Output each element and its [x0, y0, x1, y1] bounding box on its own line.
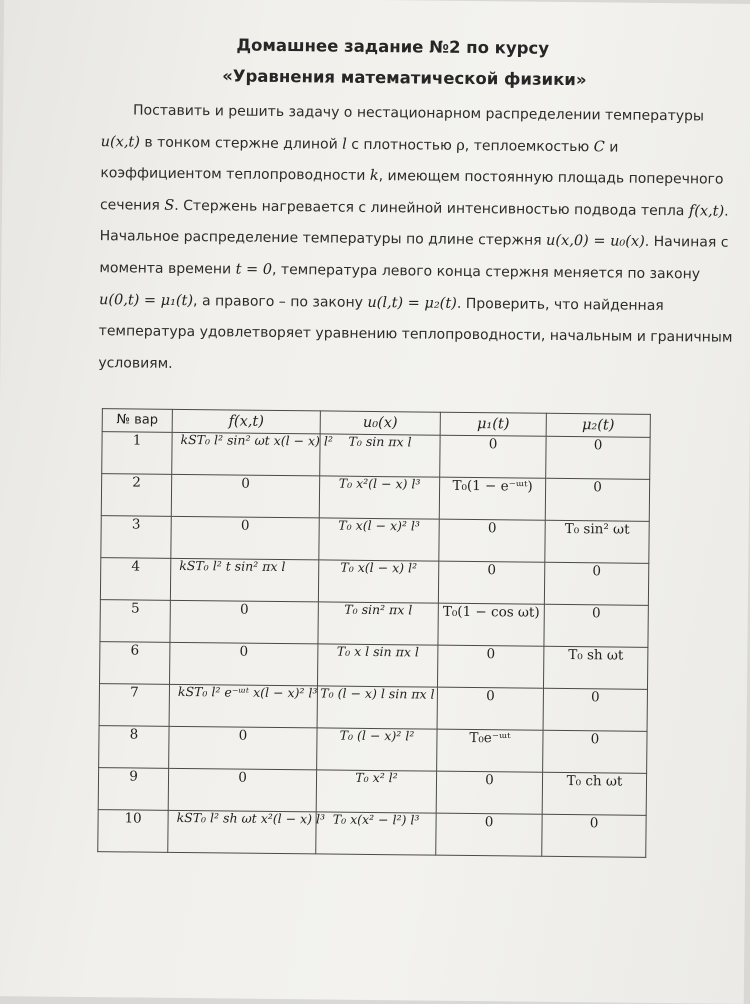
formula-part: T₀ [338, 475, 353, 491]
math-left-boundary: u(0,t) = μ₁(t) [98, 291, 194, 309]
formula-part: T₀ [320, 685, 334, 701]
text: сечения [99, 196, 165, 214]
cell-u0 [316, 812, 436, 855]
formula-part: l [414, 644, 419, 660]
text: , теплоемкостью [464, 137, 594, 155]
formula-part: l³ [315, 811, 326, 827]
document-title: Домашнее задание №2 по курсу [236, 35, 550, 58]
formula-part: t sin² [225, 558, 259, 574]
formula-part: T₀ sin² [344, 601, 386, 618]
table-row [100, 558, 648, 606]
formula-part: l³ [411, 476, 421, 492]
formula-part: kST₀ [179, 557, 209, 574]
formula-part: l² [405, 728, 415, 744]
cell-mu2: 0 [543, 688, 647, 731]
formula-part: l² [323, 433, 334, 449]
math-t-zero: t = 0 [235, 261, 273, 278]
table-row [101, 516, 649, 564]
variant-number: 10 [98, 810, 168, 853]
formula-part: l³ [410, 812, 420, 828]
math-k: k [369, 168, 379, 185]
cell-u0 [317, 686, 437, 729]
variant-number: 9 [98, 768, 168, 811]
text: Начальное распределение температуры по длине стержня [99, 228, 547, 250]
variant-number: 3 [101, 516, 171, 559]
table-row [99, 726, 647, 774]
cell-mu1: 0 [437, 645, 543, 688]
cell-mu1: 0 [437, 687, 543, 730]
formula-part: x(x² − l²) [350, 811, 407, 828]
formula-part: l² [213, 432, 224, 448]
formula-part: e⁻ᵚᵗ [224, 684, 250, 700]
problem-line-9: условиям. [98, 354, 173, 372]
cell-f [172, 431, 334, 476]
formula-part: kST₀ [176, 809, 207, 826]
cell-f: 0 [170, 642, 318, 686]
formula-part: l² [212, 558, 222, 574]
cell-mu1: 0 [436, 813, 542, 856]
cell-f [169, 684, 317, 728]
cell-mu2: T₀ ch ωt [542, 772, 646, 815]
cell-f [170, 558, 318, 602]
formula-part: T₀ sin [348, 433, 385, 450]
math-f-xt: f(x,t) [688, 203, 725, 220]
cell-u0 [318, 644, 438, 687]
cell-mu1: 0 [438, 561, 544, 604]
formula-part: x(l − x)² [355, 517, 408, 534]
cell-mu2: 0 [542, 814, 646, 857]
variant-number: 8 [99, 726, 169, 769]
formula-part: l³ [308, 685, 318, 701]
table-row [102, 432, 650, 480]
table-row [101, 474, 649, 522]
text: , имеющем постоянную площадь поперечного [378, 168, 724, 188]
cell-u0 [318, 560, 438, 603]
cell-f [168, 809, 326, 854]
variant-number: 4 [100, 558, 170, 601]
math-rho: ρ [456, 137, 465, 154]
formula-part: (l − x) [337, 685, 377, 702]
formula-part: πx [388, 434, 404, 450]
formula-part: sin [388, 686, 408, 702]
cell-mu1: T₀(1 − e⁻ᵚᵗ) [439, 477, 545, 520]
formula-part: x²(l − x) [356, 475, 408, 492]
text: . [724, 203, 729, 220]
formula-part: kST₀ [177, 683, 208, 700]
cell-f: 0 [170, 600, 318, 644]
cell-f: 0 [171, 516, 319, 560]
cell-mu2: 0 [544, 562, 648, 605]
header-mu1: μ₁(t) [440, 412, 546, 436]
text: , а правого – по закону [193, 292, 368, 311]
formula-part: T₀ [336, 643, 351, 659]
course-title: «Уравнения математической физики» [222, 66, 587, 90]
table-row [98, 810, 646, 858]
formula-part: T₀ [355, 769, 369, 785]
cell-f: 0 [171, 474, 319, 518]
math-C: C [593, 138, 605, 155]
formula-part: (l − x)² [356, 727, 402, 744]
formula-part: l² [210, 810, 220, 826]
problem-line-1: Поставить и решить задачу о нестационарном распределении температуры [132, 102, 705, 125]
cell-mu2: 0 [545, 478, 649, 521]
cell-u0 [320, 434, 440, 477]
variants-table [97, 408, 651, 858]
formula-part: T₀ [332, 811, 347, 827]
math-u-xt: u(x,t) [100, 133, 141, 151]
formula-part: x [354, 643, 362, 659]
header-mu2: μ₂(t) [546, 413, 650, 437]
formula-part: x(l − x) [357, 559, 405, 576]
variant-number: 1 [102, 432, 172, 475]
formula-part: x(l − x)² [253, 684, 305, 701]
text: . Начиная с [644, 234, 729, 252]
formula-part: πx [388, 602, 405, 618]
formula-part: T₀ [339, 727, 354, 743]
formula-part: πx [262, 558, 278, 574]
cell-mu2: 0 [546, 436, 650, 479]
header-variant: № вар [102, 409, 172, 433]
formula-part: l³ [410, 518, 421, 534]
cell-u0 [319, 518, 439, 561]
math-initial-condition: u(x,0) = u₀(x) [546, 233, 645, 251]
formula-part: l [365, 643, 370, 659]
text: . Проверить, что найденная [456, 295, 664, 314]
table-row [100, 600, 648, 648]
variant-number: 5 [100, 600, 170, 643]
formula-part: x² [372, 769, 385, 786]
formula-part: x(l − x) [273, 432, 321, 449]
formula-part: l [408, 602, 413, 618]
math-S: S [164, 197, 175, 214]
header-f: f(x,t) [172, 409, 320, 434]
formula-part: T₀ [338, 517, 352, 533]
formula-part: l [430, 686, 435, 702]
cell-mu2: 0 [544, 604, 648, 647]
cell-mu2: T₀ sin² ωt [545, 520, 649, 563]
cell-mu2: 0 [543, 730, 647, 773]
text: и [604, 138, 619, 156]
formula-part: sin² ωt [226, 432, 270, 448]
formula-part: πx [411, 686, 427, 702]
header-u0: u₀(x) [320, 411, 440, 435]
cell-mu1: 0 [436, 771, 542, 814]
text: коэффициентом теплопроводности [100, 165, 370, 185]
cell-u0 [319, 476, 439, 519]
cell-mu1: 0 [440, 435, 546, 478]
math-l: l [342, 136, 347, 153]
cell-u0 [318, 602, 438, 645]
table-row [100, 642, 648, 690]
formula-part: πx [395, 644, 411, 660]
problem-line-8: температура удовлетворяет уравнению теплопроводности, начальным и граничным [98, 323, 733, 346]
text: , температура левого конца стержня меняется по закону [271, 261, 701, 283]
formula-part: l² [407, 560, 418, 576]
table-row [98, 768, 646, 816]
formula-part: l² [388, 770, 398, 786]
cell-u0 [317, 728, 437, 771]
variant-number: 6 [100, 642, 170, 685]
formula-part: T₀ [340, 559, 354, 575]
formula-part: kST₀ [180, 431, 211, 448]
formula-part: sh ωt [223, 810, 257, 826]
variant-number: 2 [101, 474, 171, 517]
text: . Стержень нагревается с линейной интенсивностью подвода тепла [174, 197, 689, 220]
formula-part: sin [373, 643, 392, 660]
formula-part: l [380, 686, 385, 702]
formula-part: x²(l − x) [260, 810, 313, 827]
text: момента времени [99, 260, 236, 278]
cell-mu2: T₀ sh ωt [543, 646, 647, 689]
cell-f: 0 [169, 726, 317, 770]
formula-part: l [281, 559, 286, 575]
cell-mu1: T₀e⁻ᵚᵗ [437, 729, 543, 772]
cell-f: 0 [168, 768, 316, 812]
variant-number: 7 [99, 684, 169, 727]
problem-statement [98, 95, 733, 386]
table-row [99, 684, 647, 732]
formula-part: l² [211, 684, 221, 700]
cell-u0 [316, 770, 436, 813]
text: с плотностью [346, 136, 457, 154]
cell-mu1: T₀(1 − cos ωt) [438, 603, 544, 646]
formula-part: l [407, 434, 412, 450]
text: в тонком стержне длиной [139, 134, 343, 153]
cell-mu1: 0 [439, 519, 545, 562]
math-right-boundary: u(l,t) = μ₂(t) [367, 294, 457, 312]
